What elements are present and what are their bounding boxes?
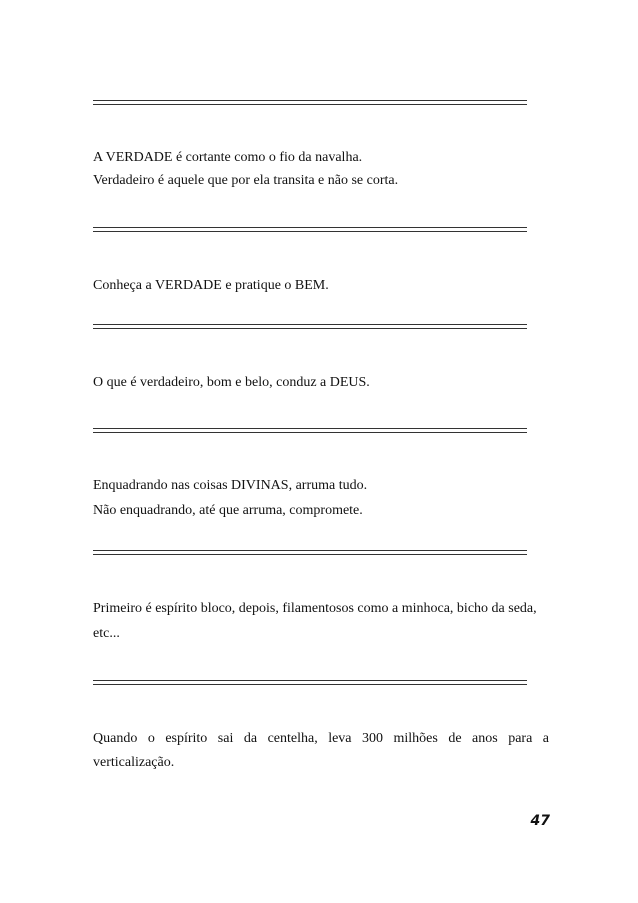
paragraph-2-line-1: Conheça a VERDADE e pratique o BEM. [93, 278, 329, 293]
paragraph-5-line-1: Primeiro é espírito bloco, depois, filamentosos como a minhoca, bicho da seda, [93, 601, 537, 616]
separator-line [93, 427, 527, 434]
paragraph-6-line-1: Quando o espírito sai da centelha, leva 300 milhões de anos para a [93, 731, 549, 746]
paragraph-4-line-1: Enquadrando nas coisas DIVINAS, arruma tudo. [93, 478, 368, 493]
separator-line [93, 323, 527, 330]
paragraph-6-line-2: verticalização. [93, 755, 175, 770]
separator-line [93, 226, 527, 233]
paragraph-4-line-2: Não enquadrando, até que arruma, compromete. [93, 503, 363, 518]
paragraph-1-line-2: Verdadeiro é aquele que por ela transita e não se corta. [93, 173, 399, 188]
separator-line [93, 99, 527, 106]
separator-line [93, 549, 527, 556]
paragraph-1-line-1: A VERDADE é cortante como o fio da navalha. [93, 150, 363, 165]
separator-line [93, 679, 527, 686]
page-number: 47 [530, 813, 550, 829]
paragraph-3-line-1: O que é verdadeiro, bom e belo, conduz a DEUS. [93, 375, 370, 390]
paragraph-5-line-2: etc... [93, 626, 120, 641]
